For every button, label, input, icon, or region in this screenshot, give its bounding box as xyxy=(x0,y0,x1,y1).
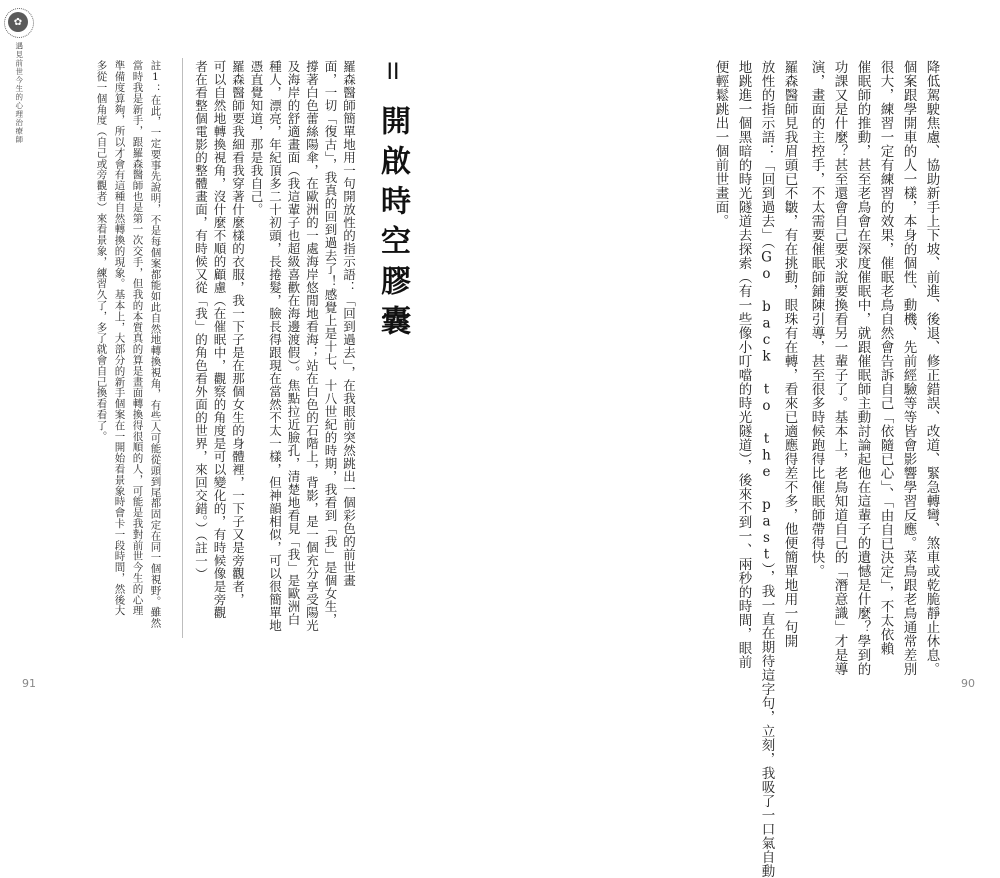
running-title: 遇見前世今生的心理治療師 xyxy=(14,42,24,144)
page-number: 90 xyxy=(961,677,975,690)
body-text-column: 及海岸的舒適畫面（我這輩子也超級喜歡在海邊渡假）。焦點拉近臉孔，清楚地看見「我」是歐洲白 xyxy=(286,60,301,626)
footnote-line: 當時我是新手，跟羅森醫師也是第一次交手，但我的本質真的算是畫面轉換得很順的人，可能是我對前世今生的心理 xyxy=(131,60,144,616)
footnote-line: 準備度算夠，所以才會有這種自然轉換的現象。基本上，大部分的新手個案在一開始看景象時會卡一段時間，然後大 xyxy=(113,60,126,616)
body-text-column: 很大，練習一定有練習的效果，催眠老鳥自然會告訴自己「依隨已心」、「由自已決定」，不太依賴 xyxy=(877,60,894,656)
flower-emblem-icon: ✿ xyxy=(8,12,28,32)
body-text-column: 地跳進一個黑暗的時光隧道去探索（有一些像小叮噹的時光隧道），後來不到一、兩秒的時間，眼前 xyxy=(735,60,752,670)
section-title: 開啟時空膠囊 xyxy=(375,105,410,345)
footnote-line: 註1：在此，一定要事先說明，不是每個案都能如此自然地轉換視角，有些人可能從頭到尾都固定在同一個視野。雖然 xyxy=(149,60,162,629)
body-text-column: 放性的指示語：「回到過去」（Go back to the past），我一直在期待這字句，立刻，我吸了一口氣自動 xyxy=(758,60,775,878)
body-text-column: 可以自然地轉換視角，沒什麼不順的顧慮（在催眠中，觀察的角度是可以變化的，有時候像是旁觀 xyxy=(212,60,227,619)
footnote-line: 多從一個角度（自己或旁觀者）來看景象，練習久了，多了就會自己換看看了。 xyxy=(95,60,108,442)
body-text-column: 羅森醫師要我細看我穿著什麼樣的衣服，我一下子是在那個女生的身體裡，一下子又是旁觀者， xyxy=(230,60,246,606)
body-text-column: 者在看整個電影的整體畫面，有時候又從「我」的角色看外面的世界，來回交錯。）（註一） xyxy=(193,60,209,581)
page-number: 91 xyxy=(22,677,36,690)
body-text-column: 種人，漂亮，年紀頂多二十初頭，長捲髮，臉長得跟現在當然不太一樣，但神韻相似，可以很簡單地 xyxy=(267,60,283,632)
body-text-column: 羅森醫師簡單地用一句開放性的指示語：「回到過去」，在我眼前突然跳出一個彩色的前世畫 xyxy=(341,60,357,587)
body-text-column: 撐著白色蕾絲陽傘，在歐洲的一處海岸悠閒地看海；站在白色的石階上，背影，是一個充分享受陽光 xyxy=(304,60,320,632)
right-page xyxy=(500,0,1000,878)
body-text-column: 羅森醫師見我眉頭已不皺，有在挑動，眼珠有在轉，看來已適應得差不多，他便簡單地用一句開 xyxy=(781,60,798,648)
body-text-column: 便輕鬆跳出一個前世畫面。 xyxy=(712,60,729,228)
body-text-column: 憑直覺知道，那是我自己。 xyxy=(249,60,264,216)
body-text-column: 演，畫面的主控手，不太需要催眠師鋪陳引導，甚至很多時候跑得比催眠師帶得快。 xyxy=(808,60,825,578)
left-page xyxy=(0,0,500,710)
body-text-column: 降低駕駛焦慮、協助新手上下坡、前進、後退、修正錯誤、改道、緊急轉彎、煞車或乾脆靜止休息。 xyxy=(923,60,940,676)
body-text-column: 功課又是什麼？甚至還會自己要求說要換看另一輩子了。基本上，老鳥知道自己的「潛意識」才是導 xyxy=(831,60,848,676)
footnote-divider xyxy=(182,58,183,638)
body-text-column: 面，一切「復古」，我真的回到過去了！感覺上是十七、十八世紀的時期，我看到「我」是個女生， xyxy=(323,60,338,626)
body-text-column: 催眠師的推動，甚至老鳥會在深度催眠中，就跟催眠師主動討論起他在這輩子的遺憾是什麼？學到的 xyxy=(854,60,871,676)
section-numeral: II xyxy=(386,60,400,85)
body-text-column: 個案跟學開車的人一樣，本身的個性、動機、先前經驗等等皆會影響學習反應。菜鳥跟老鳥通常差別 xyxy=(900,60,917,676)
